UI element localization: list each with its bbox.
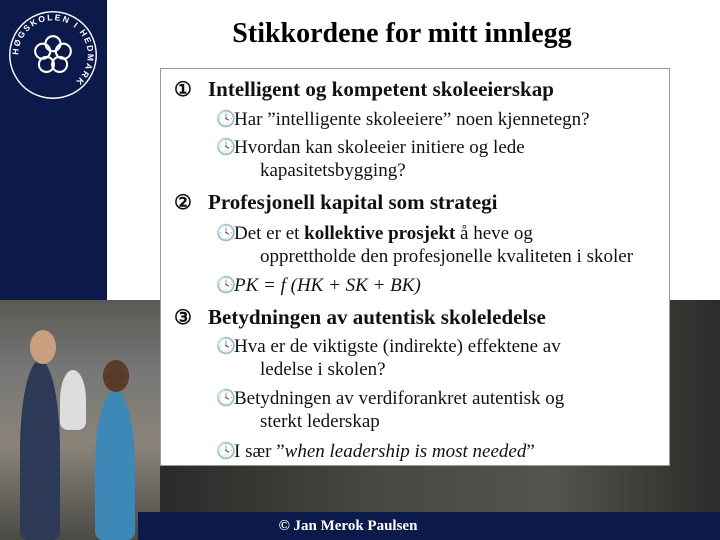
- clock-icon: 🕓: [216, 139, 236, 156]
- people-photo: [0, 300, 160, 540]
- clock-icon: 🕓: [216, 111, 236, 128]
- clock-icon: 🕓: [216, 277, 236, 294]
- section-heading-2: ② Profesjonell kapital som strategi: [174, 190, 498, 214]
- svg-text:HØGSKOLEN I HEDMARK: HØGSKOLEN I HEDMARK: [10, 12, 97, 89]
- number-icon: ②: [174, 192, 192, 214]
- clock-icon: 🕓: [216, 338, 236, 355]
- number-icon: ③: [174, 307, 192, 329]
- bullet-item: 🕓 Hvordan kan skoleeier initiere og lede kapasitetsbygging?: [216, 137, 525, 181]
- bullet-item: 🕓 Hva er de viktigste (indirekte) effektene av ledelse i skolen?: [216, 336, 561, 380]
- bullet-item: 🕓 PK = f (HK + SK + BK): [216, 275, 421, 296]
- clock-icon: 🕓: [216, 443, 236, 460]
- clock-icon: 🕓: [216, 225, 236, 242]
- college-logo: [6, 8, 100, 102]
- bullet-item: 🕓 Det er et kollektive prosjekt å heve og opprettholde den profesjonelle kvaliteten i skoler: [216, 223, 634, 267]
- slide-title: Stikkordene for mitt innlegg: [232, 18, 572, 49]
- number-icon: ①: [174, 79, 192, 101]
- section-heading-3: ③ Betydningen av autentisk skoleledelse: [174, 305, 546, 329]
- footer-credit: © Jan Merok Paulsen: [278, 518, 418, 534]
- bullet-item: 🕓 I sær ”when leadership is most needed”: [216, 441, 535, 462]
- bullet-item: 🕓 Har ”intelligente skoleeiere” noen kjennetegn?: [216, 109, 590, 130]
- section-heading-1: ① Intelligent og kompetent skoleeierskap: [174, 77, 554, 101]
- bullet-item: 🕓 Betydningen av verdiforankret autentisk og sterkt lederskap: [216, 388, 565, 432]
- clock-icon: 🕓: [216, 390, 236, 407]
